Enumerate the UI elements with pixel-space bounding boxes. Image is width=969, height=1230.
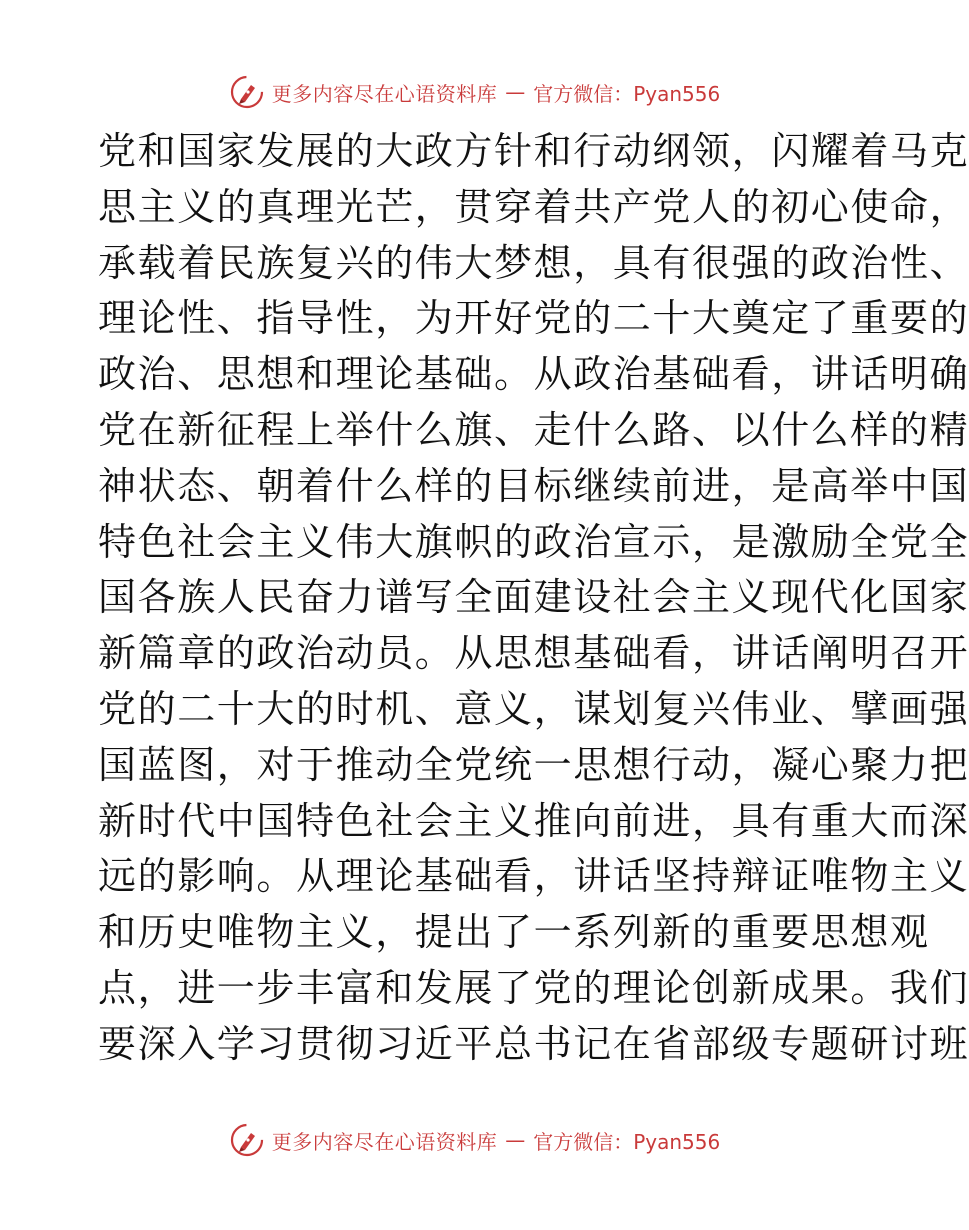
text-line: 新时代中国特色社会主义推向前进，具有重大而深 — [98, 798, 969, 843]
text-line: 承载着民族复兴的伟大梦想，具有很强的政治性、 — [98, 240, 969, 285]
watermark-wechat-label: 官方微信：Pyan556 — [533, 81, 721, 106]
text-line: 要深入学习贯彻习近平总书记在省部级专题研讨班 — [98, 1021, 969, 1066]
text-line: 国各族人民奋力谱写全面建设社会主义现代化国家 — [98, 575, 969, 620]
text-line: 新篇章的政治动员。从思想基础看，讲话阐明召开 — [98, 631, 969, 676]
watermark-separator: — — [505, 1128, 526, 1152]
text-line: 神状态、朝着什么样的目标继续前进，是高举中国 — [98, 463, 969, 508]
header-watermark — [0, 70, 950, 114]
text-line: 特色社会主义伟大旗帜的政治宣示，是激励全党全 — [98, 519, 969, 564]
text-line: 党的二十大的时机、意义，谋划复兴伟业、擘画强 — [98, 686, 969, 731]
watermark-main-text: 更多内容尽在心语资料库 — [271, 81, 498, 106]
text-line: 点，进一步丰富和发展了党的理论创新成果。我们 — [98, 965, 969, 1010]
text-line: 理论性、指导性，为开好党的二十大奠定了重要的 — [98, 296, 969, 341]
text-line: 远的影响。从理论基础看，讲话坚持辩证唯物主义 — [98, 854, 969, 899]
pen-nib-logo-icon — [230, 1123, 264, 1157]
watermark-wechat-label: 官方微信：Pyan556 — [533, 1129, 721, 1154]
text-line: 国蓝图，对于推动全党统一思想行动，凝心聚力把 — [98, 742, 969, 787]
watermark-separator: — — [505, 80, 526, 104]
watermark-main-text: 更多内容尽在心语资料库 — [271, 1129, 498, 1154]
text-line: 党和国家发展的大政方针和行动纲领，闪耀着马克 — [98, 129, 969, 173]
text-line: 和历史唯物主义，提出了一系列新的重要思想观 — [98, 910, 930, 955]
text-line: 党在新征程上举什么旗、走什么路、以什么样的精 — [98, 407, 969, 452]
text-line: 政治、思想和理论基础。从政治基础看，讲话明确 — [98, 352, 969, 397]
document-body — [98, 124, 969, 1073]
text-line: 思主义的真理光芒，贯穿着共产党人的初心使命， — [98, 184, 969, 229]
footer-watermark — [0, 1118, 950, 1162]
pen-nib-logo-icon — [230, 75, 264, 109]
